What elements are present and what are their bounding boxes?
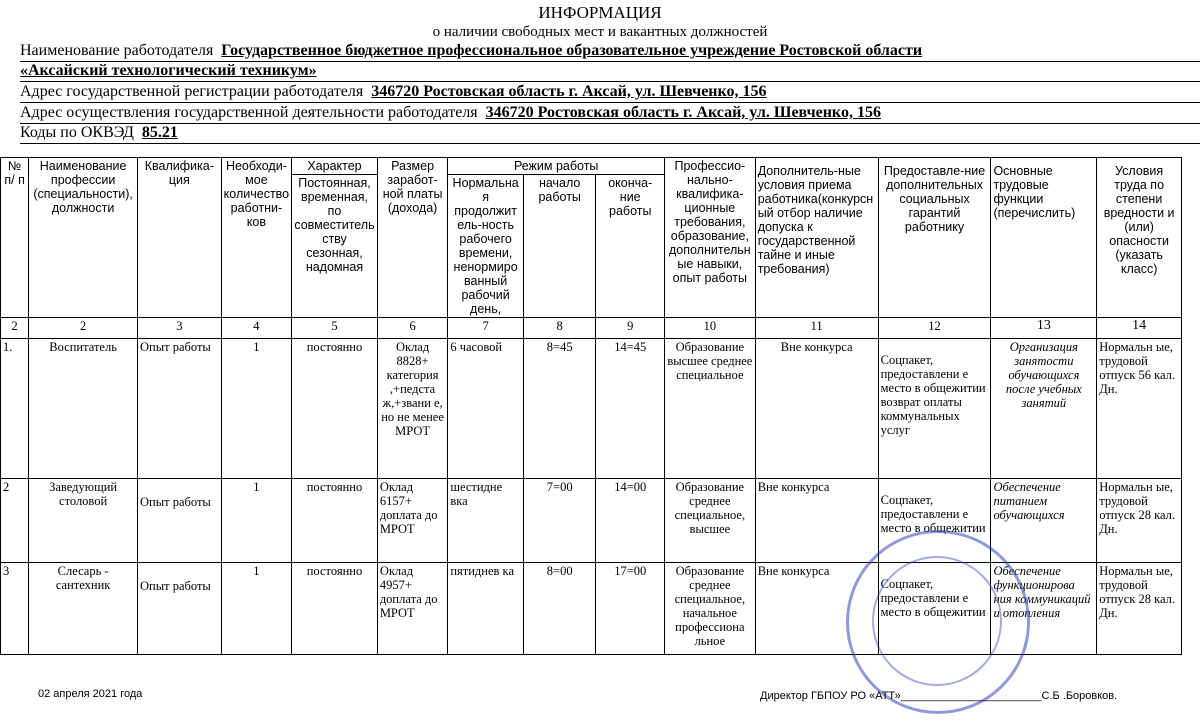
employer-line	[20, 42, 922, 60]
row-requirements: Образование среднее специальное, начальное профессиона льное	[665, 563, 756, 655]
header-requirements: Профессио-нально-квалифика-ционные требования, образование, дополнительн ые навыки, опыт работы	[665, 158, 756, 318]
row-salary: Оклад 6157+ доплата до МРОТ	[377, 479, 448, 563]
reg-address-label: Адрес государственной регистрации работодателя	[20, 83, 364, 100]
row-start: 8=45	[523, 339, 596, 479]
col-number: 9	[596, 318, 665, 339]
row-qualification: Опыт работы	[138, 339, 222, 479]
employer-label: Наименование работодателя	[20, 42, 214, 59]
header-salary: Размер заработ-ной платы (дохода)	[377, 158, 448, 318]
underline-rule	[20, 102, 1200, 103]
row-qualification: Опыт работы	[138, 479, 222, 563]
col-number: 6	[377, 318, 448, 339]
header-required-count: Необходи-мое количество работни-ков	[221, 158, 292, 318]
row-count: 1	[221, 479, 292, 563]
row-salary: Оклад 4957+ доплата до МРОТ	[377, 563, 448, 655]
header-end: оконча-ние работы	[596, 175, 665, 318]
row-nature: постоянно	[292, 479, 378, 563]
op-address-line	[20, 104, 881, 122]
col-number: 2	[1, 318, 29, 339]
header-harmful: Условия труда по степени вредности и (или) опасности (указать класс)	[1097, 158, 1182, 318]
col-number: 13	[991, 318, 1097, 339]
op-address-label: Адрес осуществления государственной деятельности работодателя	[20, 104, 478, 121]
row-extra: Вне конкурса	[755, 339, 878, 479]
header-schedule-group: Режим работы	[448, 158, 665, 175]
header-num: № п/ п	[1, 158, 29, 318]
row-profession: Слесарь - сантехник	[29, 563, 138, 655]
row-hours: 6 часовой	[448, 339, 524, 479]
row-guarantees: Соцпакет, предоставлени е место в общежитии	[878, 479, 991, 563]
row-hours: шестидне вка	[448, 479, 524, 563]
row-nature: постоянно	[292, 339, 378, 479]
table-row	[1, 339, 1182, 479]
row-count: 1	[221, 339, 292, 479]
col-number: 8	[523, 318, 596, 339]
row-harmful: Нормальн ые, трудовой отпуск 28 кал. Дн.	[1097, 563, 1182, 655]
reg-address-line	[20, 83, 767, 101]
row-extra: Вне конкурса	[755, 479, 878, 563]
okved-label: Коды по ОКВЭД	[20, 124, 134, 141]
header-qualification: Квалифика-ция	[138, 158, 222, 318]
header-nature-group: Характер	[292, 158, 378, 175]
col-number: 10	[665, 318, 756, 339]
col-number: 5	[292, 318, 378, 339]
row-extra: Вне конкурса	[755, 563, 878, 655]
row-functions: Обеспечение функционирова ния коммуникаций и отопления	[991, 563, 1097, 655]
col-number: 2	[29, 318, 138, 339]
col-number: 4	[221, 318, 292, 339]
row-nature: постоянно	[292, 563, 378, 655]
row-profession: Заведующий столовой	[29, 479, 138, 563]
underline-rule	[20, 123, 1200, 124]
row-hours: пятиднев ка	[448, 563, 524, 655]
okved-code: 85.21	[141, 124, 178, 141]
row-start: 7=00	[523, 479, 596, 563]
underline-rule	[20, 143, 1200, 144]
row-count: 1	[221, 563, 292, 655]
col-number: 11	[755, 318, 878, 339]
employer-name-continued: «Аксайский технологический техникум»	[20, 62, 317, 79]
okved-line	[20, 124, 178, 142]
op-address: 346720 Ростовская область г. Аксай, ул. Шевченко, 156	[485, 104, 881, 121]
row-functions: Организация занятости обучающихся после учебных занятий	[991, 339, 1097, 479]
row-harmful: Нормальн ые, трудовой отпуск 28 кал. Дн.	[1097, 479, 1182, 563]
row-harmful: Нормальн ые, трудовой отпуск 56 кал. Дн.	[1097, 339, 1182, 479]
table-row	[1, 479, 1182, 563]
header-start: начало работы	[523, 175, 596, 318]
header-normal-hours: Нормальна я продолжит ель-ность рабочего времени, ненормиро ванный рабочий день,	[448, 175, 524, 318]
header-guarantees: Предоставле-ние дополнительных социальных гарантий работнику	[878, 158, 991, 318]
header-profession: Наименование профессии (специальности), должности	[29, 158, 138, 318]
document-title: ИНФОРМАЦИЯ	[538, 3, 662, 22]
employer-name: Государственное бюджетное профессиональное образовательное учреждение Ростовской области	[221, 42, 923, 59]
row-end: 14=45	[596, 339, 665, 479]
row-requirements: Образование среднее специальное, высшее	[665, 479, 756, 563]
col-number: 14	[1097, 318, 1182, 339]
row-requirements: Образование высшее среднее специальное	[665, 339, 756, 479]
header-row	[1, 158, 1182, 175]
row-num: 3	[1, 563, 29, 655]
row-qualification: Опыт работы	[138, 563, 222, 655]
employer-line-2	[20, 62, 317, 80]
row-end: 17=00	[596, 563, 665, 655]
header-functions: Основные трудовые функции (перечислить)	[991, 158, 1097, 318]
document-subtitle: о наличии свободных мест и вакантных должностей	[432, 24, 768, 40]
header-extra-conditions: Дополнитель-ные условия приема работника(конкурсн ый отбор наличие допуска к государственной тайне и иные требования)	[755, 158, 878, 318]
row-functions: Обеспечение питанием обучающихся	[991, 479, 1097, 563]
row-end: 14=00	[596, 479, 665, 563]
col-number: 3	[138, 318, 222, 339]
director-signature: Директор ГБПОУ РО «АТТ»_______________________С.Б .Боровков.	[760, 690, 1118, 702]
row-salary: Оклад 8828+ категория ,+педста ж,+звани е, но не менее МРОТ	[377, 339, 448, 479]
header-nature: Постоянная, временная, по совместитель ству сезонная, надомная	[292, 175, 378, 318]
underline-rule	[20, 81, 1200, 82]
row-num: 1.	[1, 339, 29, 479]
row-guarantees: Соцпакет, предоставлени е место в общежитии возврат оплаты коммунальных услуг	[878, 339, 991, 479]
row-num: 2	[1, 479, 29, 563]
row-start: 8=00	[523, 563, 596, 655]
row-profession: Воспитатель	[29, 339, 138, 479]
column-numbers-row	[1, 318, 1182, 339]
col-number: 7	[448, 318, 524, 339]
reg-address: 346720 Ростовская область г. Аксай, ул. Шевченко, 156	[371, 83, 767, 100]
document-date: 02 апреля 2021 года	[38, 688, 143, 700]
official-stamp-inner-icon	[872, 556, 1002, 686]
col-number: 12	[878, 318, 991, 339]
row-guarantees: Соцпакет, предоставлени е место в общежитии	[878, 563, 991, 655]
